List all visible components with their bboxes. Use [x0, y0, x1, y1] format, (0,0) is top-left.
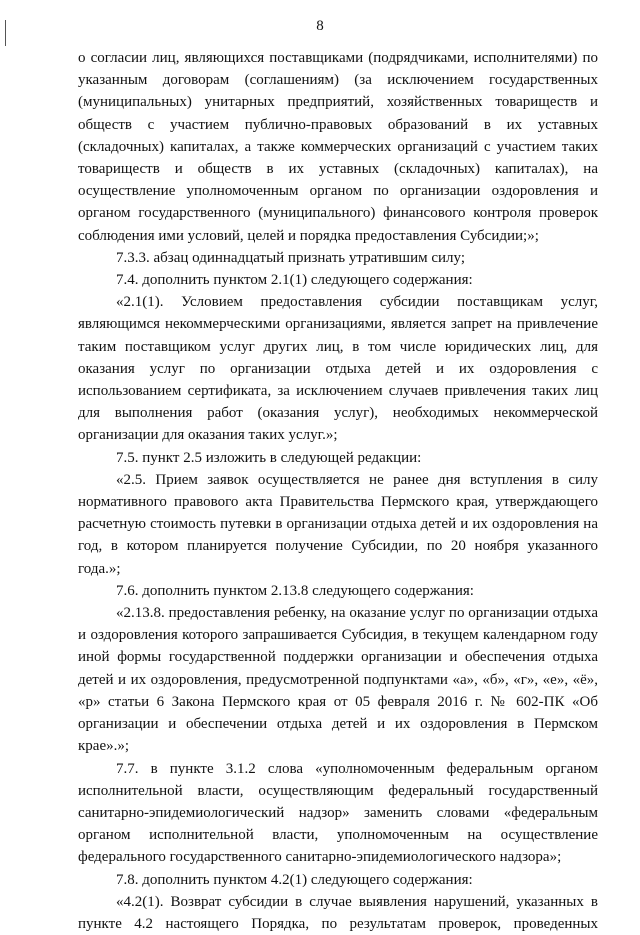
- paragraph-7-5: 7.5. пункт 2.5 изложить в следующей редакции:: [116, 449, 422, 466]
- paragraph-4-2-1: «4.2(1). Возврат субсидии в случае выявления нарушений, указанных в пункте 4.2 настоящего Порядка, по результатам проверок, проведенных: [78, 893, 598, 932]
- paragraph-2-1-1: «2.1(1). Условием предоставления субсидии поставщикам услуг, являющимся некоммерческими организациями, является запрет на привлечение таким поставщиком услуг других лиц, в том числе юридических лиц, для оказания услуг по организации отдыха детей и их оздоровления с использованием сертификата, за исключением случаев привлечения таких лиц для выполнения работ (оказания услуг), необходимых некоммерческой организации для оказания таких услуг.»;: [78, 294, 598, 444]
- paragraph-2-5: «2.5. Прием заявок осуществляется не ранее дня вступления в силу нормативного правового акта Правительства Пермского края, утверждающего расчетную стоимость путевки в организации отдыха детей и их оздоровления на год, в котором планируется получение Субсидии, по 20 ноября указанного года.»;: [78, 471, 598, 577]
- paragraph-7-8: 7.8. дополнить пунктом 4.2(1) следующего содержания:: [116, 871, 473, 888]
- paragraph-7-7: 7.7. в пункте 3.1.2 слова «уполномоченным федеральным органом исполнительной власти, осуществляющим федеральный государственный санитарно-эпидемиологический надзор» заменить словами «федеральным органом исполнительной власти, уполномоченным на осуществление федерального государственного санитарно-эпидемиологического надзора»;: [78, 760, 598, 866]
- paragraph-continuation: о согласии лиц, являющихся поставщиками (подрядчиками, исполнителями) по указанным договорам (соглашениям) (за исключением государственных (муниципальных) унитарных предприятий, хозяйственных товариществ и обществ с участием публично-правовых образований в их уставных (складочных) капиталах, а также коммерческих организаций с участием таких товариществ и обществ в их уставных (складочных) капиталах), на осуществление уполномоченным органом по организации оздоровления и органом государственного (муниципального) финансового контроля проверок соблюдения ими условий, целей и порядка предоставления Субсидии;»;: [78, 50, 598, 244]
- paragraph-7-3-3: 7.3.3. абзац одиннадцатый признать утратившим силу;: [116, 249, 465, 266]
- paragraph-2-13-8: «2.13.8. предоставления ребенку, на оказание услуг по организации отдыха и оздоровления которого запрашивается Субсидия, в текущем календарном году иной формы государственной поддержки организации и обеспечения отдыха детей и их оздоровления, предусмотренной подпунктами «а», «б», «г», «е», «ё», «р» статьи 6 Закона Пермского края от 05 февраля 2016 г. № 602-ПК «Об организации и обеспечении отдыха детей и их оздоровления в Пермском крае».»;: [78, 605, 598, 755]
- document-body: [78, 47, 598, 935]
- paragraph-7-6: 7.6. дополнить пунктом 2.13.8 следующего содержания:: [116, 582, 474, 599]
- page-number: 8: [316, 18, 324, 34]
- paragraph-7-4: 7.4. дополнить пунктом 2.1(1) следующего содержания:: [116, 272, 473, 289]
